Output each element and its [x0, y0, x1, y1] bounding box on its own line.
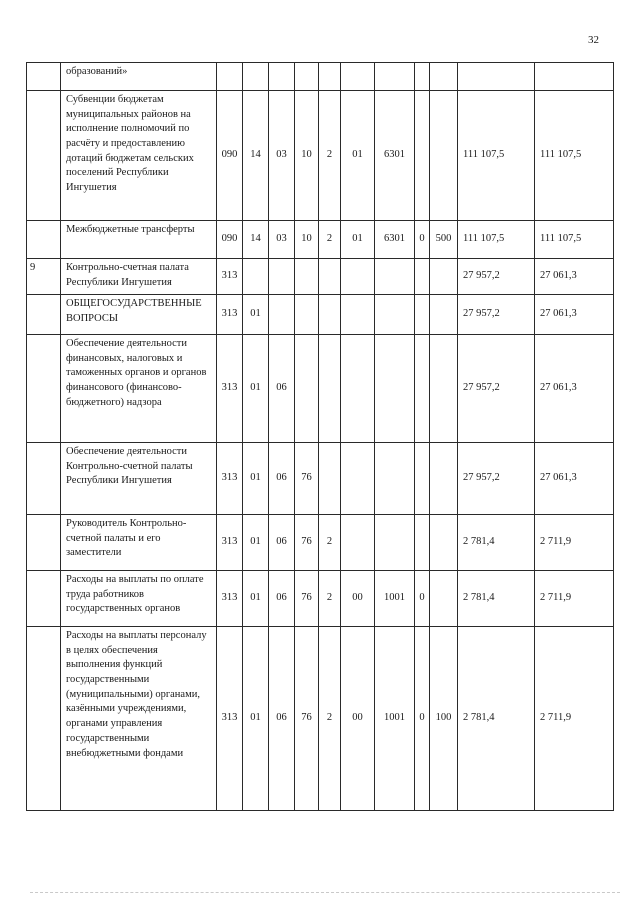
amount-cell-1: 111 107,5: [458, 91, 535, 221]
code-cell: 01: [341, 91, 375, 221]
item-name-cell: Руководитель Контрольно-счетной палаты и его заместители: [61, 515, 217, 571]
amount-cell-1: 2 781,4: [458, 571, 535, 627]
code-cell: 090: [217, 91, 243, 221]
code-cell: 76: [295, 627, 319, 811]
code-cell: 313: [217, 295, 243, 335]
amount-cell-2: 27 061,3: [535, 295, 614, 335]
code-cell: [269, 259, 295, 295]
code-cell: [341, 515, 375, 571]
amount-cell-1: 27 957,2: [458, 335, 535, 443]
code-cell: 00: [341, 627, 375, 811]
amount-cell-1: 27 957,2: [458, 259, 535, 295]
table-row: [27, 443, 614, 515]
item-name-cell: образований»: [61, 63, 217, 91]
code-cell: [341, 63, 375, 91]
code-cell: 01: [243, 571, 269, 627]
code-cell: [430, 63, 458, 91]
code-cell: 01: [341, 221, 375, 259]
row-number-cell: [27, 63, 61, 91]
code-cell: 06: [269, 571, 295, 627]
amount-cell-1: 111 107,5: [458, 221, 535, 259]
code-cell: [430, 443, 458, 515]
code-cell: [319, 259, 341, 295]
code-cell: [243, 63, 269, 91]
code-cell: [375, 295, 415, 335]
table-row: [27, 571, 614, 627]
code-cell: 090: [217, 221, 243, 259]
amount-cell-2: 111 107,5: [535, 221, 614, 259]
code-cell: [375, 259, 415, 295]
item-name-cell: Субвенции бюджетам муниципальных районов на исполнение полномочий по расчёту и предоставлению дотаций бюджетам сельских поселений Республики Ингушетия: [61, 91, 217, 221]
code-cell: 2: [319, 221, 341, 259]
code-cell: 10: [295, 221, 319, 259]
code-cell: [375, 63, 415, 91]
row-number-cell: [27, 515, 61, 571]
code-cell: 03: [269, 91, 295, 221]
code-cell: 06: [269, 443, 295, 515]
code-cell: [341, 443, 375, 515]
code-cell: 06: [269, 627, 295, 811]
code-cell: [295, 335, 319, 443]
amount-cell-2: 2 711,9: [535, 515, 614, 571]
code-cell: [415, 259, 430, 295]
code-cell: [375, 443, 415, 515]
amount-cell-1: 27 957,2: [458, 295, 535, 335]
code-cell: [430, 259, 458, 295]
row-number-cell: [27, 335, 61, 443]
code-cell: 1001: [375, 571, 415, 627]
code-cell: 01: [243, 627, 269, 811]
code-cell: [415, 515, 430, 571]
code-cell: [269, 63, 295, 91]
code-cell: 500: [430, 221, 458, 259]
code-cell: [319, 295, 341, 335]
code-cell: 01: [243, 443, 269, 515]
code-cell: [415, 443, 430, 515]
amount-cell-2: 27 061,3: [535, 259, 614, 295]
code-cell: 313: [217, 335, 243, 443]
amount-cell-1: [458, 63, 535, 91]
code-cell: 00: [341, 571, 375, 627]
code-cell: [217, 63, 243, 91]
code-cell: 0: [415, 571, 430, 627]
code-cell: 6301: [375, 91, 415, 221]
code-cell: [430, 295, 458, 335]
code-cell: 14: [243, 221, 269, 259]
code-cell: 14: [243, 91, 269, 221]
code-cell: 76: [295, 571, 319, 627]
code-cell: 1001: [375, 627, 415, 811]
code-cell: 6301: [375, 221, 415, 259]
code-cell: [430, 335, 458, 443]
code-cell: 06: [269, 515, 295, 571]
table-row: [27, 63, 614, 91]
code-cell: 313: [217, 627, 243, 811]
item-name-cell: Контрольно-счетная палата Республики Ингушетия: [61, 259, 217, 295]
code-cell: [430, 515, 458, 571]
row-number-cell: [27, 295, 61, 335]
code-cell: [319, 443, 341, 515]
code-cell: [295, 63, 319, 91]
code-cell: 2: [319, 627, 341, 811]
code-cell: 06: [269, 335, 295, 443]
row-number-cell: [27, 443, 61, 515]
code-cell: 03: [269, 221, 295, 259]
code-cell: [319, 63, 341, 91]
code-cell: [430, 571, 458, 627]
row-number-cell: [27, 221, 61, 259]
code-cell: [375, 515, 415, 571]
code-cell: 01: [243, 295, 269, 335]
table-row: [27, 221, 614, 259]
code-cell: [341, 295, 375, 335]
row-number-cell: 9: [27, 259, 61, 295]
code-cell: 313: [217, 443, 243, 515]
code-cell: 0: [415, 627, 430, 811]
code-cell: 10: [295, 91, 319, 221]
table-row: [27, 91, 614, 221]
table-row: [27, 259, 614, 295]
code-cell: [375, 335, 415, 443]
amount-cell-2: 27 061,3: [535, 443, 614, 515]
code-cell: 0: [415, 221, 430, 259]
item-name-cell: ОБЩЕГОСУДАРСТВЕННЫЕ ВОПРОСЫ: [61, 295, 217, 335]
row-number-cell: [27, 571, 61, 627]
amount-cell-2: 111 107,5: [535, 91, 614, 221]
amount-cell-1: 2 781,4: [458, 627, 535, 811]
code-cell: [430, 91, 458, 221]
code-cell: [243, 259, 269, 295]
code-cell: 01: [243, 515, 269, 571]
code-cell: [341, 335, 375, 443]
code-cell: 76: [295, 443, 319, 515]
code-cell: [269, 295, 295, 335]
amount-cell-2: 27 061,3: [535, 335, 614, 443]
page-number: 32: [588, 34, 599, 46]
code-cell: 313: [217, 515, 243, 571]
code-cell: [319, 335, 341, 443]
table-row: [27, 335, 614, 443]
code-cell: 313: [217, 571, 243, 627]
amount-cell-1: 27 957,2: [458, 443, 535, 515]
code-cell: [415, 335, 430, 443]
code-cell: [341, 259, 375, 295]
item-name-cell: Обеспечение деятельности финансовых, налоговых и таможенных органов и органов финансового (финансово-бюджетного) надзора: [61, 335, 217, 443]
code-cell: 2: [319, 91, 341, 221]
budget-table: [26, 62, 614, 811]
code-cell: [295, 295, 319, 335]
row-number-cell: [27, 91, 61, 221]
code-cell: 100: [430, 627, 458, 811]
amount-cell-1: 2 781,4: [458, 515, 535, 571]
item-name-cell: Расходы на выплаты по оплате труда работников государственных органов: [61, 571, 217, 627]
code-cell: 76: [295, 515, 319, 571]
table-row: [27, 627, 614, 811]
code-cell: 313: [217, 259, 243, 295]
code-cell: [415, 295, 430, 335]
amount-cell-2: 2 711,9: [535, 627, 614, 811]
code-cell: 01: [243, 335, 269, 443]
amount-cell-2: [535, 63, 614, 91]
table-row: [27, 515, 614, 571]
item-name-cell: Обеспечение деятельности Контрольно-счетной палаты Республики Ингушетия: [61, 443, 217, 515]
amount-cell-2: 2 711,9: [535, 571, 614, 627]
code-cell: 2: [319, 515, 341, 571]
code-cell: 2: [319, 571, 341, 627]
code-cell: [415, 91, 430, 221]
scan-artifact-line: [30, 892, 620, 893]
item-name-cell: Расходы на выплаты персоналу в целях обеспечения выполнения функций государственными (муниципальными) органами, казёнными учреждениями, органами управления государственными внебюджетными фондами: [61, 627, 217, 811]
table-row: [27, 295, 614, 335]
code-cell: [415, 63, 430, 91]
row-number-cell: [27, 627, 61, 811]
item-name-cell: Межбюджетные трансферты: [61, 221, 217, 259]
code-cell: [295, 259, 319, 295]
